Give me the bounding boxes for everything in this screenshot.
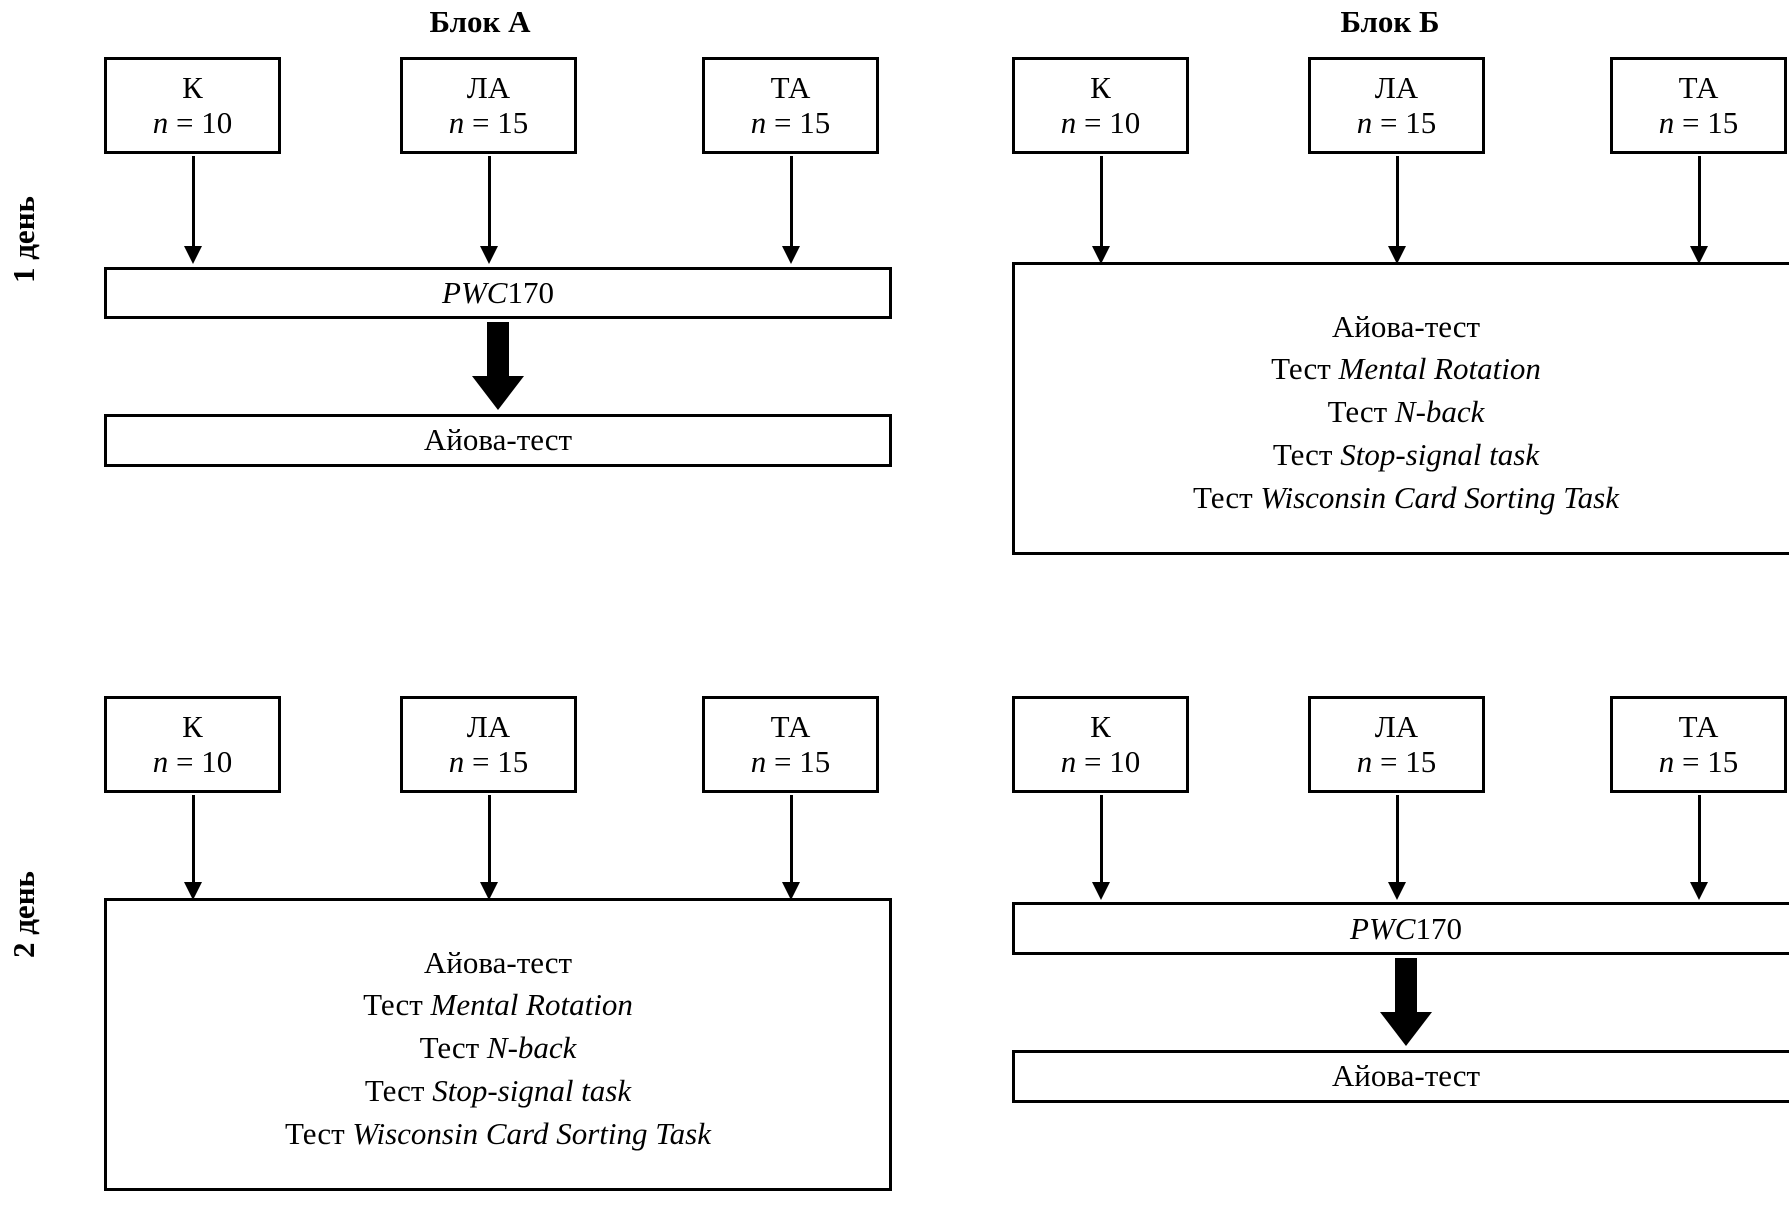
arrow-down-icon	[1071, 156, 1131, 264]
group-count: n = 10	[152, 104, 233, 140]
arrow-down-icon	[761, 156, 821, 264]
arrow-down-icon	[459, 795, 519, 900]
arrow-down-icon	[163, 156, 223, 264]
arrow-down-icon	[459, 156, 519, 264]
battery-line: Тест N-back	[1327, 394, 1485, 430]
battery-line: Айова-тест	[1331, 308, 1481, 344]
group-name: ТА	[770, 69, 811, 105]
group-box-ta-a2	[702, 696, 879, 793]
arrow-down-icon	[1071, 795, 1131, 900]
block-b-title: Блок Б	[1340, 4, 1440, 39]
test-box-pwc170-a1	[104, 267, 892, 319]
group-count: n = 10	[1060, 743, 1141, 779]
test-label: PWC170	[442, 275, 554, 310]
test-battery-box-a2	[104, 898, 892, 1191]
group-count: n = 15	[448, 743, 529, 779]
test-box-pwc170-b2	[1012, 902, 1789, 955]
group-count: n = 15	[750, 104, 831, 140]
battery-line: Тест Wisconsin Card Sorting Task	[285, 1115, 711, 1151]
thick-arrow-down-icon	[468, 322, 528, 410]
group-box-control-a2	[104, 696, 281, 793]
group-name: ЛА	[1374, 69, 1419, 105]
test-label: PWC170	[1350, 910, 1462, 946]
arrow-down-icon	[1367, 795, 1427, 900]
group-box-ta-b1	[1610, 57, 1787, 154]
group-count: n = 15	[1658, 104, 1739, 140]
group-count: n = 15	[1356, 743, 1437, 779]
group-count: n = 15	[1356, 104, 1437, 140]
group-box-la-a1	[400, 57, 577, 154]
group-count: n = 10	[1060, 104, 1141, 140]
battery-line: Тест Stop-signal task	[1272, 436, 1540, 472]
group-box-la-b2	[1308, 696, 1485, 793]
group-box-la-a2	[400, 696, 577, 793]
arrow-down-icon	[1669, 795, 1729, 900]
battery-line: Тест Stop-signal task	[364, 1072, 632, 1108]
group-box-ta-a1	[702, 57, 879, 154]
test-label: Айова-тест	[423, 422, 573, 458]
group-name: ЛА	[1374, 708, 1419, 744]
arrow-down-icon	[1367, 156, 1427, 264]
group-name: ЛА	[466, 69, 511, 105]
group-name: ТА	[770, 708, 811, 744]
arrow-down-icon	[1669, 156, 1729, 264]
group-count: n = 15	[750, 743, 831, 779]
group-box-ta-b2	[1610, 696, 1787, 793]
battery-line: Айова-тест	[423, 944, 573, 980]
group-name: К	[1090, 708, 1111, 744]
test-box-iowa-a1	[104, 414, 892, 467]
test-battery-box-b1	[1012, 262, 1789, 555]
thick-arrow-down-icon	[1376, 958, 1436, 1046]
group-name: К	[182, 708, 203, 744]
battery-line: Тест Mental Rotation	[363, 987, 633, 1023]
test-label: Айова-тест	[1331, 1058, 1481, 1094]
arrow-down-icon	[163, 795, 223, 900]
group-box-control-b1	[1012, 57, 1189, 154]
group-name: К	[1090, 69, 1111, 105]
group-box-la-b1	[1308, 57, 1485, 154]
group-count: n = 15	[1658, 743, 1739, 779]
arrow-down-icon	[761, 795, 821, 900]
group-count: n = 10	[152, 743, 233, 779]
group-name: ЛА	[466, 708, 511, 744]
group-box-control-b2	[1012, 696, 1189, 793]
test-box-iowa-b2	[1012, 1050, 1789, 1103]
battery-line: Тест Mental Rotation	[1271, 351, 1541, 387]
day-1-label: 1 день	[6, 196, 41, 284]
day-2-label: 2 день	[6, 871, 41, 959]
group-count: n = 15	[448, 104, 529, 140]
group-name: К	[182, 69, 203, 105]
group-name: ТА	[1678, 708, 1719, 744]
battery-line: Тест N-back	[419, 1030, 577, 1066]
group-name: ТА	[1678, 69, 1719, 105]
group-box-control-a1	[104, 57, 281, 154]
block-a-title: Блок А	[429, 4, 531, 39]
battery-line: Тест Wisconsin Card Sorting Task	[1193, 479, 1619, 515]
